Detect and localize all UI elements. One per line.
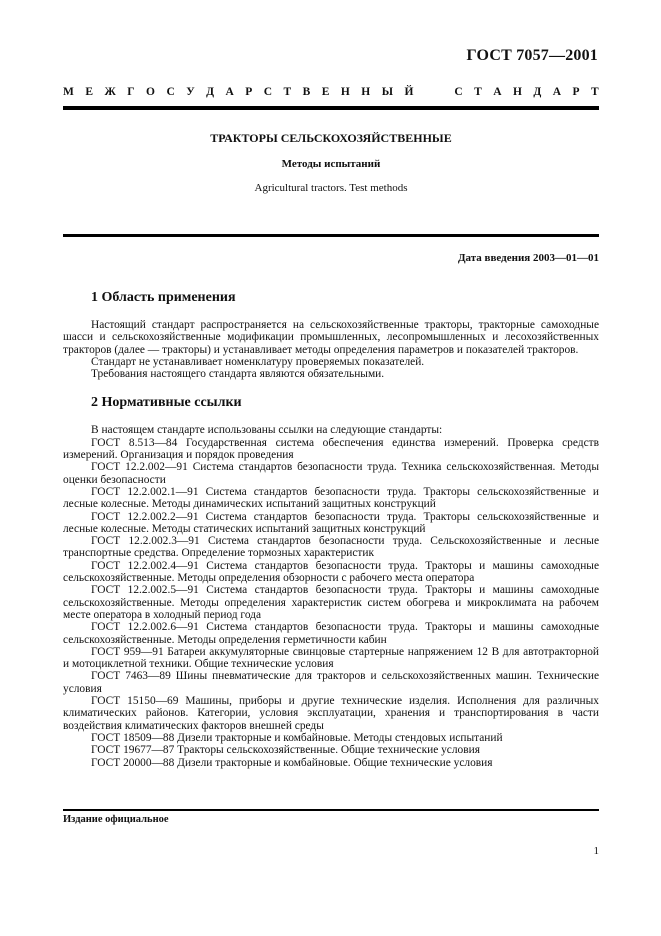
document-body <box>63 290 599 769</box>
paragraph: Стандарт не устанавливает номенклатуру проверяемых показателей. <box>91 355 425 368</box>
letter: С <box>454 86 463 98</box>
footer-divider <box>63 809 599 811</box>
letter: С <box>166 86 175 98</box>
letter: Д <box>533 86 542 98</box>
reference-item: ГОСТ 15150—69 Машины, приборы и другие технические изделия. Исполнения для различных климатических районов. Категории, условия эксплуатации, хранения и транспортирования в части воздействия климатических факторов внешней среды <box>63 695 599 732</box>
interstate-standard-label <box>63 86 599 98</box>
reference-item: ГОСТ 12.2.002—91 Система стандартов безопасности труда. Техника сельскохозяйственная. Методы оценки безопасности <box>63 461 599 486</box>
section-heading: 2 Нормативные ссылки <box>91 395 242 411</box>
reference-item: ГОСТ 12.2.002.2—91 Система стандартов безопасности труда. Тракторы сельскохозяйственные и лесные колесные. Методы статических испытаний защитных конструкций <box>63 510 599 535</box>
letter: М <box>63 86 74 98</box>
letter: Г <box>127 86 135 98</box>
letter: Ы <box>381 86 393 98</box>
title-divider <box>63 234 599 237</box>
letter: А <box>225 86 234 98</box>
reference-item: ГОСТ 20000—88 Дизели тракторные и комбайновые. Общие технические условия <box>91 756 493 769</box>
reference-item: ГОСТ 7463—89 Шины пневматические для тракторов и сельскохозяйственных машин. Технические условия <box>63 670 599 695</box>
paragraph: Настоящий стандарт распространяется на сельскохозяйственные тракторы, тракторные самоходные шасси и сельскохозяйственные модификации промышленных, лесопромышленных и лесохозяйственных тракторов (далее — тракторы) и устанавливает методы определения параметров и показателей тракторов. <box>63 319 599 356</box>
letter: Р <box>245 86 253 98</box>
section-scope <box>63 290 599 380</box>
letter: С <box>263 86 273 98</box>
page-number: 1 <box>593 845 599 857</box>
letter: У <box>186 86 195 98</box>
document-title-english: Agricultural tractors. Test methods <box>254 182 408 194</box>
reference-item: ГОСТ 12.2.002.3—91 Система стандартов безопасности труда. Сельскохозяйственные и лесные транспортные средства. Определение тормозных характеристик <box>63 535 599 560</box>
document-title: ТРАКТОРЫ СЕЛЬСКОХОЗЯЙСТВЕННЫЕ <box>210 131 452 145</box>
reference-item: ГОСТ 12.2.002.4—91 Система стандартов безопасности труда. Тракторы и машины самоходные сельскохозяйственные. Методы определения обзорности с рабочего места оператора <box>63 559 599 585</box>
reference-item: ГОСТ 12.2.002.1—91 Система стандартов безопасности труда. Тракторы сельскохозяйственные и лесные колесные. Методы динамических испытаний защитных конструкций <box>63 485 599 511</box>
letter: Р <box>572 86 580 98</box>
letter: Ж <box>104 86 116 98</box>
paragraph: Требования настоящего стандарта являются обязательными. <box>91 368 385 381</box>
word-gap <box>425 86 443 98</box>
reference-item: ГОСТ 19677—87 Тракторы сельскохозяйственные. Общие технические условия <box>91 744 480 757</box>
reference-item: ГОСТ 12.2.002.6—91 Система стандартов безопасности труда. Тракторы и машины самоходные сельскохозяйственные. Методы определения герметичности кабин <box>63 621 599 646</box>
letter: А <box>493 86 502 98</box>
header-divider <box>63 106 599 110</box>
letter: Т <box>474 86 482 98</box>
reference-item: ГОСТ 8.513—84 Государственная система обеспечения единства измерений. Проверка средств измерений. Организация и порядок проведения <box>63 436 599 462</box>
letter: А <box>552 86 562 98</box>
section-heading: 1 Область применения <box>91 290 236 305</box>
reference-item: ГОСТ 18509—88 Дизели тракторные и комбайновые. Методы стендовых испытаний <box>91 731 503 744</box>
letter: В <box>302 86 311 98</box>
letter: Е <box>321 86 330 98</box>
document-subtitle: Методы испытаний <box>281 158 381 170</box>
references-intro: В настоящем стандарте использованы ссылки на следующие стандарты: <box>91 424 443 437</box>
section-normative-references <box>63 395 599 768</box>
letter: Т <box>283 86 292 98</box>
letter: Н <box>340 86 350 98</box>
letter: Д <box>206 86 215 98</box>
document-number: ГОСТ 7057—2001 <box>466 47 598 64</box>
letter: Н <box>361 86 371 98</box>
reference-item: ГОСТ 959—91 Батареи аккумуляторные свинцовые стартерные напряжением 12 В для автотракторной и мотоциклетной техники. Общие технические условия <box>63 645 599 671</box>
official-edition-label: Издание официальное <box>63 814 169 825</box>
letter: Й <box>404 86 414 98</box>
letter: О <box>146 86 155 98</box>
letter: Т <box>591 86 599 98</box>
letter: Е <box>85 86 93 98</box>
letter: Н <box>512 86 522 98</box>
reference-item: ГОСТ 12.2.002.5—91 Система стандартов безопасности труда. Тракторы и машины самоходные сельскохозяйственные. Методы определения характеристик систем обогрева и микроклимата на рабочем месте оператора в холодный период года <box>63 584 599 621</box>
introduction-date: Дата введения 2003—01—01 <box>457 252 599 264</box>
